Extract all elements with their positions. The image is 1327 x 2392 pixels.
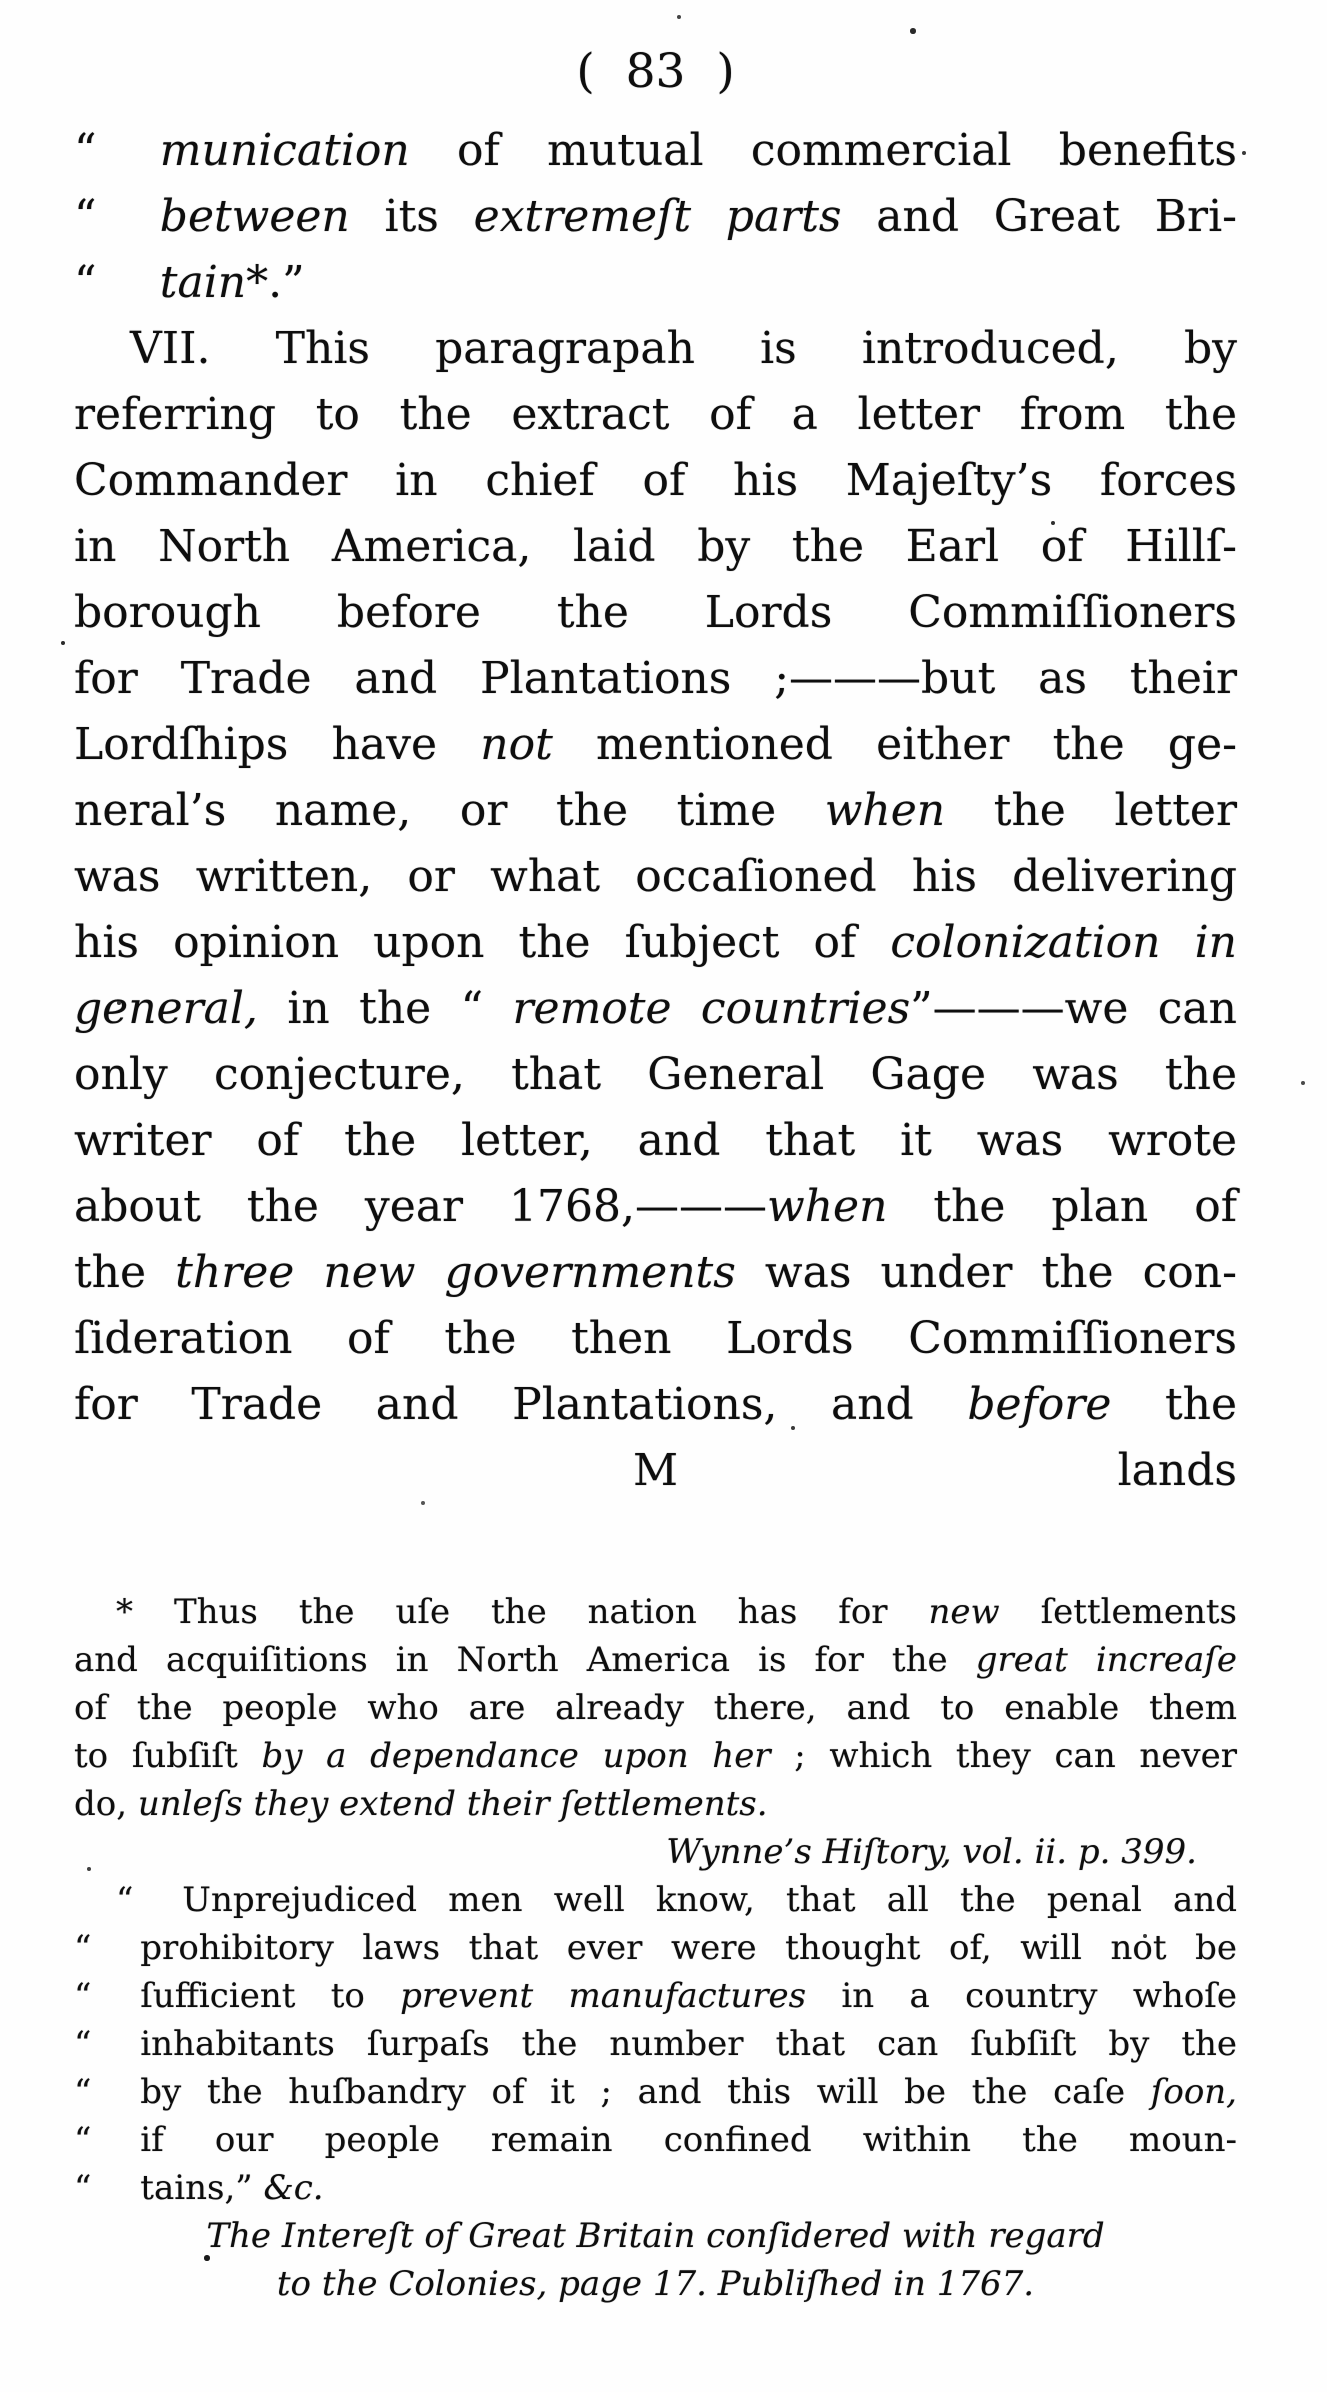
text-line: [74, 1042, 1237, 1108]
text-segment: ſideration of the then Lords Commiſſioners: [74, 1313, 1237, 1364]
text-segment: writer of the letter, and that it was wrote: [74, 1115, 1237, 1166]
quote-block: [74, 118, 1237, 316]
text-segment: the plan of: [887, 1181, 1237, 1232]
text-segment: Lordſhips have: [74, 719, 481, 770]
text-segment: and acquiſitions in North America is for the: [74, 1640, 976, 1680]
text-segment: for Trade and Plantations ;———but as their: [74, 653, 1237, 704]
text-segment: if our people remain confined within the moun-: [140, 2120, 1237, 2160]
text-segment: not: [480, 719, 553, 770]
quote-mark: “: [74, 125, 97, 176]
text-segment: about the year 1768,———: [74, 1181, 768, 1232]
text-line: [74, 184, 1237, 250]
text-segment: in the “: [257, 983, 513, 1034]
footnotes-section: [74, 1588, 1237, 2308]
text-segment: between: [159, 191, 350, 242]
text-line: [74, 1684, 1237, 1732]
quote-mark: “: [74, 257, 97, 308]
text-line: [74, 646, 1237, 712]
text-segment: of the people who are already there, and to enable them: [74, 1688, 1237, 1728]
text-line: [74, 382, 1237, 448]
signature-mark: M: [632, 1445, 679, 1496]
text-line: [74, 1240, 1237, 1306]
text-line: [74, 1636, 1237, 1684]
text-line: [74, 712, 1237, 778]
text-segment: in North America, laid by the Earl of Hillſ-: [74, 521, 1237, 572]
text-segment: The Intereſt of Great Britain conſidered with regard: [206, 2216, 1105, 2256]
text-line: [74, 1108, 1237, 1174]
text-segment: three new governments: [175, 1247, 736, 1298]
text-segment: for Trade and Plantations, and: [74, 1379, 968, 1430]
text-segment: tains,”: [140, 2168, 264, 2208]
text-segment: and Great Bri-: [841, 191, 1238, 242]
text-segment: mentioned either the ge-: [552, 719, 1237, 770]
text-line: [74, 2020, 1237, 2068]
text-segment: only conjecture, that General Gage was the: [74, 1049, 1237, 1100]
text-segment: ; which they can never: [770, 1736, 1238, 1776]
text-segment: before: [967, 1379, 1112, 1430]
quote-mark: “: [74, 1976, 92, 2016]
text-segment: prevent manufactures: [400, 1976, 807, 2016]
text-segment: ſufficient to: [140, 1976, 401, 2016]
text-segment: referring to the extract of a letter from the: [74, 389, 1237, 440]
text-segment: munication: [159, 125, 410, 176]
scan-noise-specks: [0, 0, 2, 2]
text-line: [74, 1972, 1237, 2020]
text-line: [74, 316, 1237, 382]
text-segment: VII. This paragrapah is introduced, by: [130, 323, 1237, 374]
text-segment: the: [1111, 1379, 1238, 1430]
text-segment: Wynne’s Hiſtory, vol. ii. p. 399.: [666, 1832, 1197, 1872]
text-segment: new: [928, 1592, 1000, 1632]
text-segment: neral’s name, or the time: [74, 785, 825, 836]
footnote-star-block: [74, 1588, 1237, 1876]
text-segment: was under the con-: [735, 1247, 1238, 1298]
text-segment: the letter: [945, 785, 1237, 836]
text-segment: ſoon,: [1150, 2072, 1237, 2112]
text-line: [74, 2164, 1237, 2212]
text-line: [74, 250, 1237, 316]
text-line: [74, 580, 1237, 646]
text-line: [74, 2260, 1237, 2308]
text-line: [74, 118, 1237, 184]
text-segment: its: [349, 191, 474, 242]
text-segment: inhabitants ſurpaſs the number that can ſubſiſt by the: [140, 2024, 1237, 2064]
text-line: [74, 1174, 1237, 1240]
text-segment: was written, or what occaſioned his delivering: [74, 851, 1237, 902]
text-segment: tain: [159, 257, 247, 308]
text-line: [74, 2116, 1237, 2164]
text-segment: to ſubſiſt: [74, 1736, 262, 1776]
text-segment: * Thus the uſe the nation has for: [116, 1592, 929, 1632]
text-segment: in a country whoſe: [806, 1976, 1238, 2016]
text-line: [74, 1780, 1237, 1828]
text-segment: to the Colonies, page 17. Publiſhed in 1767.: [276, 2264, 1035, 2304]
footnote-quote-block: [74, 1876, 1237, 2308]
text-segment: &c.: [263, 2168, 324, 2208]
catchword: lands: [1117, 1445, 1237, 1496]
text-line: [74, 1828, 1237, 1876]
text-segment: ſettlements: [999, 1592, 1237, 1632]
quote-mark: “: [116, 1880, 134, 1920]
text-line: [74, 1306, 1237, 1372]
body-paragraph: [74, 316, 1237, 1438]
text-segment: when: [824, 785, 946, 836]
text-segment: when: [767, 1181, 888, 1232]
text-segment: Commander in chief of his Majeſty’s forces: [74, 455, 1237, 506]
signature-row: [74, 1438, 1237, 1504]
text-segment: great increaſe: [975, 1640, 1237, 1680]
text-segment: unleſs they extend their ſettlements.: [137, 1784, 768, 1824]
text-segment: by the huſbandry of it ; and this will be the caſe: [140, 2072, 1151, 2112]
text-line: [116, 1588, 1237, 1636]
text-segment: colonization in: [890, 917, 1237, 968]
text-segment: borough before the Lords Commiſſioners: [74, 587, 1237, 638]
text-line: [74, 2212, 1237, 2260]
text-segment: Unprejudiced men well know, that all the penal and: [182, 1880, 1237, 1920]
text-line: [116, 1876, 1237, 1924]
text-segment: of mutual commercial benefits: [409, 125, 1237, 176]
text-line: [74, 1732, 1237, 1780]
text-segment: by a dependance upon her: [261, 1736, 771, 1776]
quote-mark: “: [74, 191, 97, 242]
text-segment: remote countries: [512, 983, 911, 1034]
text-segment: do,: [74, 1784, 138, 1824]
text-segment: his opinion upon the ſubject of: [74, 917, 891, 968]
text-line: [74, 844, 1237, 910]
quote-mark: “: [74, 2024, 92, 2064]
text-line: [74, 448, 1237, 514]
quote-mark: “: [74, 2168, 92, 2208]
text-segment: general,: [74, 983, 258, 1034]
text-line: [74, 514, 1237, 580]
quote-mark: “: [74, 2120, 92, 2160]
text-line: [74, 778, 1237, 844]
quote-mark: “: [74, 2072, 92, 2112]
quote-mark: “: [74, 1928, 92, 1968]
text-segment: the: [74, 1247, 176, 1298]
text-segment: ”———we can: [910, 983, 1237, 1034]
text-line: [74, 1372, 1237, 1438]
text-segment: extremeſt parts: [473, 191, 842, 242]
text-segment: prohibitory laws that ever were thought of, will not be: [140, 1928, 1237, 1968]
page-number-header: ( 83 ): [576, 44, 735, 99]
text-line: [74, 910, 1237, 976]
text-line: [74, 1924, 1237, 1972]
text-segment: *.”: [246, 257, 305, 308]
text-line: [74, 976, 1237, 1042]
text-line: [74, 2068, 1237, 2116]
